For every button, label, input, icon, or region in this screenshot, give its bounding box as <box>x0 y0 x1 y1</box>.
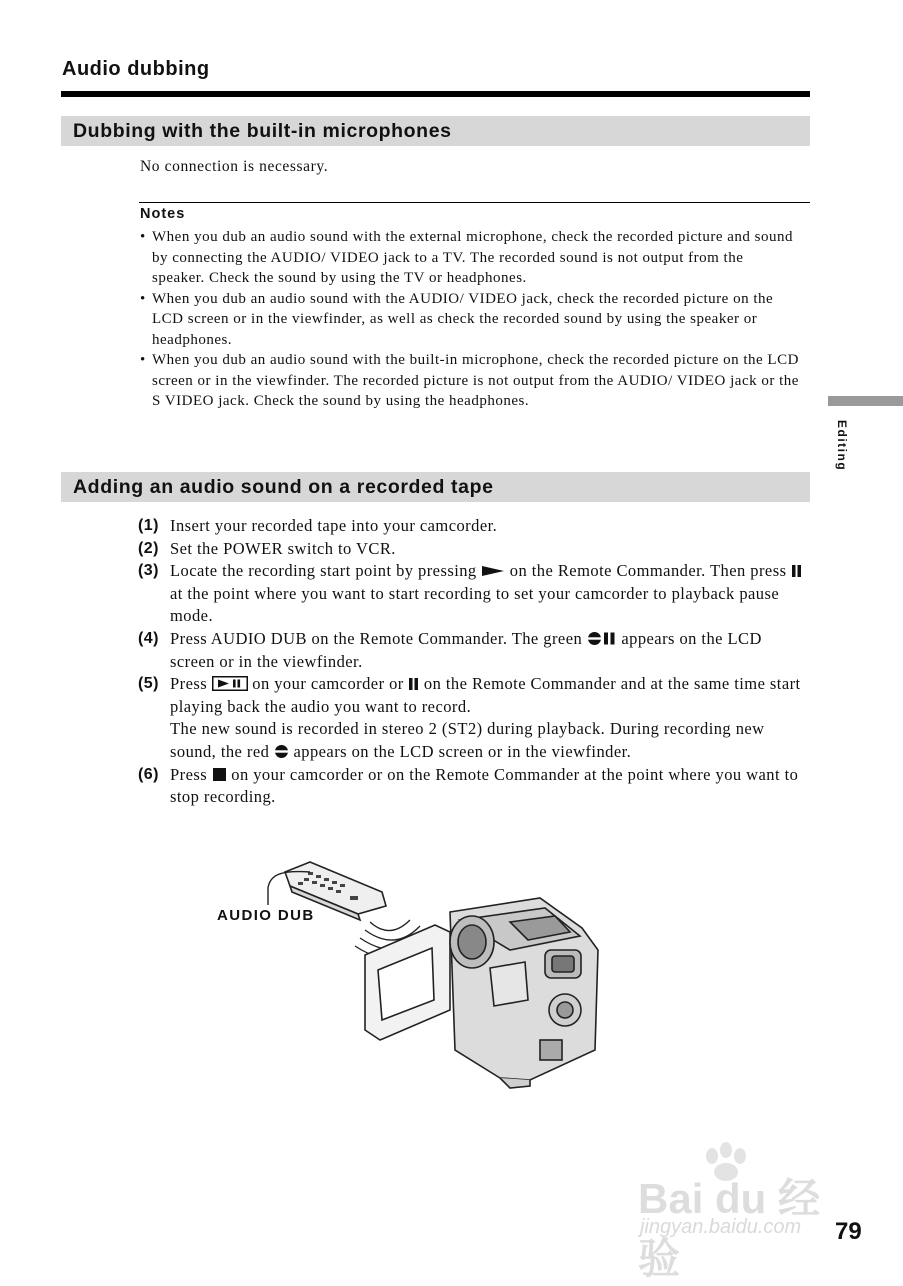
step-item <box>138 673 810 763</box>
section-heading-builtin-mics: Dubbing with the built-in microphones <box>61 116 810 146</box>
step-number: (4) <box>138 629 159 647</box>
pause-icon <box>408 677 419 691</box>
step-text: on the Remote Commander and at the same time start playing back the audio you want to record. <box>170 674 801 716</box>
step-text: on the Remote Commander. Then press <box>509 561 787 581</box>
step-text: Press AUDIO DUB on the Remote Commander. The green <box>170 628 583 648</box>
step-text: Set the POWER switch to VCR. <box>170 538 396 558</box>
title-rule <box>61 91 810 97</box>
notes-heading: Notes <box>140 206 186 222</box>
play-pause-button-icon <box>212 676 248 691</box>
figure-label-audio-dub: AUDIO DUB <box>217 907 315 924</box>
play-icon <box>481 564 505 578</box>
step-text: Locate the recording start point by pressing <box>170 561 477 581</box>
audio-dub-icon <box>274 744 289 759</box>
watermark-url: jingyan.baidu.com <box>640 1216 802 1238</box>
camcorder-illustration <box>365 898 598 1088</box>
step-number: (5) <box>138 675 159 693</box>
step-text: appears on the LCD screen or in the viewfinder. <box>170 628 762 671</box>
note-item: • When you dub an audio sound with the external microphone, check the recorded picture and sound by connecting the AUDIO/ VIDEO jack to a TV. The recorded sound is not output from the speaker. Check the sound by using the TV or headphones. <box>140 229 793 286</box>
note-item: • When you dub an audio sound with the AUDIO/ VIDEO jack, check the recorded picture on the LCD screen or in the viewfinder, as well as check the recorded sound by using the speaker or headphones. <box>140 290 774 348</box>
step-text: on your camcorder or <box>252 674 404 694</box>
step-number: (6) <box>138 765 159 783</box>
step-item <box>138 764 810 809</box>
step-text: Insert your recorded tape into your camcorder. <box>170 516 498 535</box>
step-text: at the point where you want to start recording to set your camcorder to playback pause mode. <box>170 583 780 626</box>
note-text: When you dub an audio sound with the external microphone, check the recorded picture and sound by connecting the AUDIO/ VIDEO jack to a TV. The recorded sound is not output from the speaker. Check the sound by using the TV or headphones. <box>152 229 793 286</box>
audio-dub-pause-icon <box>587 631 617 646</box>
note-text: When you dub an audio sound with the AUDIO/ VIDEO jack, check the recorded picture on the LCD screen or in the viewfinder, as well as check the recorded sound by using the speaker or headphones. <box>152 290 774 348</box>
step-text: Press <box>170 764 208 784</box>
intro-text: No connection is necessary. <box>140 158 329 175</box>
step-text: appears on the LCD screen or in the viewfinder. <box>293 741 632 761</box>
note-text: When you dub an audio sound with the built-in microphone, check the recorded picture on the LCD screen or in the viewfinder. The recorded picture is not output from the AUDIO/ VIDEO jack or the S VIDEO jack. Check the sound by using the headphones. <box>152 352 799 409</box>
watermark <box>638 1150 853 1282</box>
section-tab-label: Editing <box>835 420 849 472</box>
section-tab-marker <box>828 396 903 406</box>
step-item <box>138 560 810 628</box>
step-number: (3) <box>138 562 159 580</box>
stop-icon <box>212 767 227 782</box>
step-text: on your camcorder or on the Remote Commander at the point where you want to stop recording. <box>170 764 799 807</box>
step-number: (1) <box>138 517 159 534</box>
page-number: 79 <box>835 1218 862 1245</box>
note-item: • When you dub an audio sound with the built-in microphone, check the recorded picture on the LCD screen or in the viewfinder. The recorded picture is not output from the AUDIO/ VIDEO jack or the S VIDEO jack. Check the sound by using the headphones. <box>140 352 799 409</box>
pause-icon <box>791 564 802 578</box>
step-item <box>138 515 810 538</box>
section-heading-adding-audio: Adding an audio sound on a recorded tape <box>61 472 810 502</box>
steps-list <box>138 515 810 809</box>
notes-list <box>140 227 800 412</box>
step-number: (2) <box>138 539 159 557</box>
step-item <box>138 628 810 673</box>
page-title: Audio dubbing <box>62 58 210 80</box>
step-item <box>138 538 810 561</box>
camcorder-remote-illustration <box>210 850 610 1090</box>
step-text: Press <box>170 674 208 694</box>
notes-divider <box>139 202 810 203</box>
step-text: The new sound is recorded in stereo 2 (ST2) during playback. During recording new sound, the red <box>170 719 765 761</box>
watermark-main-text: Bai du 经验 <box>638 1175 821 1282</box>
